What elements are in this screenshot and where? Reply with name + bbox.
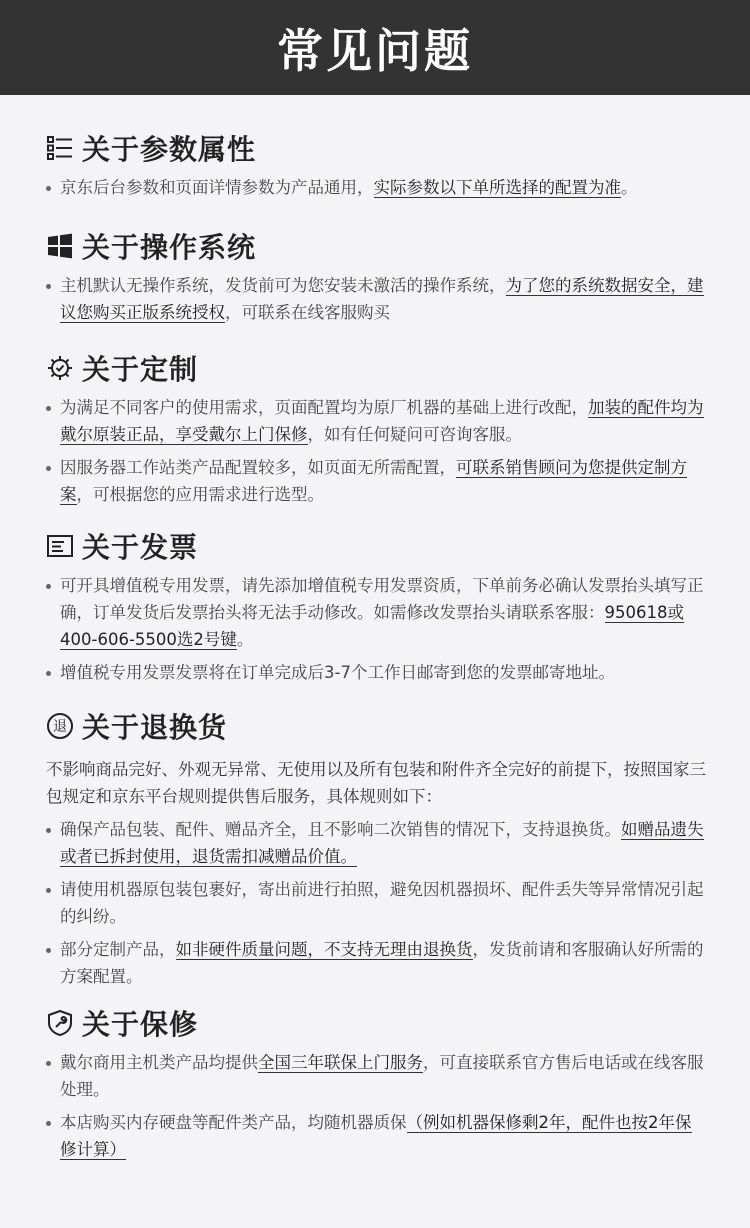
list-item: 部分定制产品，如非硬件质量问题，不支持无理由退换货，发货前请和客服确认好所需的方案配置。 xyxy=(46,936,706,990)
list-item: 京东后台参数和页面详情参数为产品通用，实际参数以下单所选择的配置为准。 xyxy=(46,174,706,201)
shield-wrench-icon xyxy=(46,1009,74,1037)
section-intro: 不影响商品完好、外观无异常、无使用以及所有包装和附件齐全完好的前提下，按照国家三包规定和京东平台规则提供售后服务，具体规则如下： xyxy=(46,760,706,806)
section-parameters xyxy=(46,128,706,201)
invoice-icon xyxy=(46,532,74,560)
page-title: 常见问题 xyxy=(277,23,473,78)
section-warranty xyxy=(46,1003,706,1163)
list-item: 可开具增值税专用发票，请先添加增值税专用发票资质，下单前务必确认发票抬头填写正确，订单发货后发票抬头将无法手动修改。如需修改发票抬头请联系客服：950618或400-606-5500选2号键。 xyxy=(46,572,706,653)
section-title: 关于退换货 xyxy=(82,711,228,744)
section-invoice xyxy=(46,526,706,686)
section-title-row xyxy=(46,128,706,168)
list-item: 增值税专用发票发票将在订单完成后3-7个工作日邮寄到您的发票邮寄地址。 xyxy=(46,659,706,686)
return-icon xyxy=(46,712,74,740)
section-title-row xyxy=(46,706,706,746)
section-title: 关于发票 xyxy=(82,531,199,564)
list-item: 因服务器工作站类产品配置较多，如页面无所需配置，可联系销售顾问为您提供定制方案，可根据您的应用需求进行选型。 xyxy=(46,454,706,508)
list-item: 本店购买内存硬盘等配件类产品，均随机器质保（例如机器保修剩2年，配件也按2年保修计算） xyxy=(46,1109,706,1163)
windows-icon xyxy=(46,232,74,260)
section-title: 关于操作系统 xyxy=(82,231,257,264)
section-os xyxy=(46,226,706,326)
gear-check-icon xyxy=(46,354,74,382)
page-header xyxy=(0,0,750,95)
section-title-row xyxy=(46,526,706,566)
list-item: 为满足不同客户的使用需求，页面配置均为原厂机器的基础上进行改配，加装的配件均为戴尔原装正品，享受戴尔上门保修，如有任何疑问可咨询客服。 xyxy=(46,394,706,448)
list-item: 确保产品包装、配件、赠品齐全，且不影响二次销售的情况下，支持退换货。如赠品遗失或者已拆封使用，退货需扣减赠品价值。 xyxy=(46,816,706,870)
checklist-icon xyxy=(46,134,74,162)
svg-text:退: 退 xyxy=(53,719,67,735)
section-title: 关于参数属性 xyxy=(82,133,257,166)
section-title-row xyxy=(46,226,706,266)
section-customization xyxy=(46,348,706,508)
list-item: 戴尔商用主机类产品均提供全国三年联保上门服务，可直接联系官方售后电话或在线客服处理。 xyxy=(46,1049,706,1103)
section-title-row xyxy=(46,348,706,388)
section-title: 关于保修 xyxy=(82,1008,199,1041)
section-title-row xyxy=(46,1003,706,1043)
section-title: 关于定制 xyxy=(82,353,199,386)
section-returns xyxy=(46,706,706,990)
list-item: 请使用机器原包装包裹好，寄出前进行拍照，避免因机器损坏、配件丢失等异常情况引起的纠纷。 xyxy=(46,876,706,930)
list-item: 主机默认无操作系统，发货前可为您安装未激活的操作系统，为了您的系统数据安全，建议您购买正版系统授权，可联系在线客服购买 xyxy=(46,272,706,326)
